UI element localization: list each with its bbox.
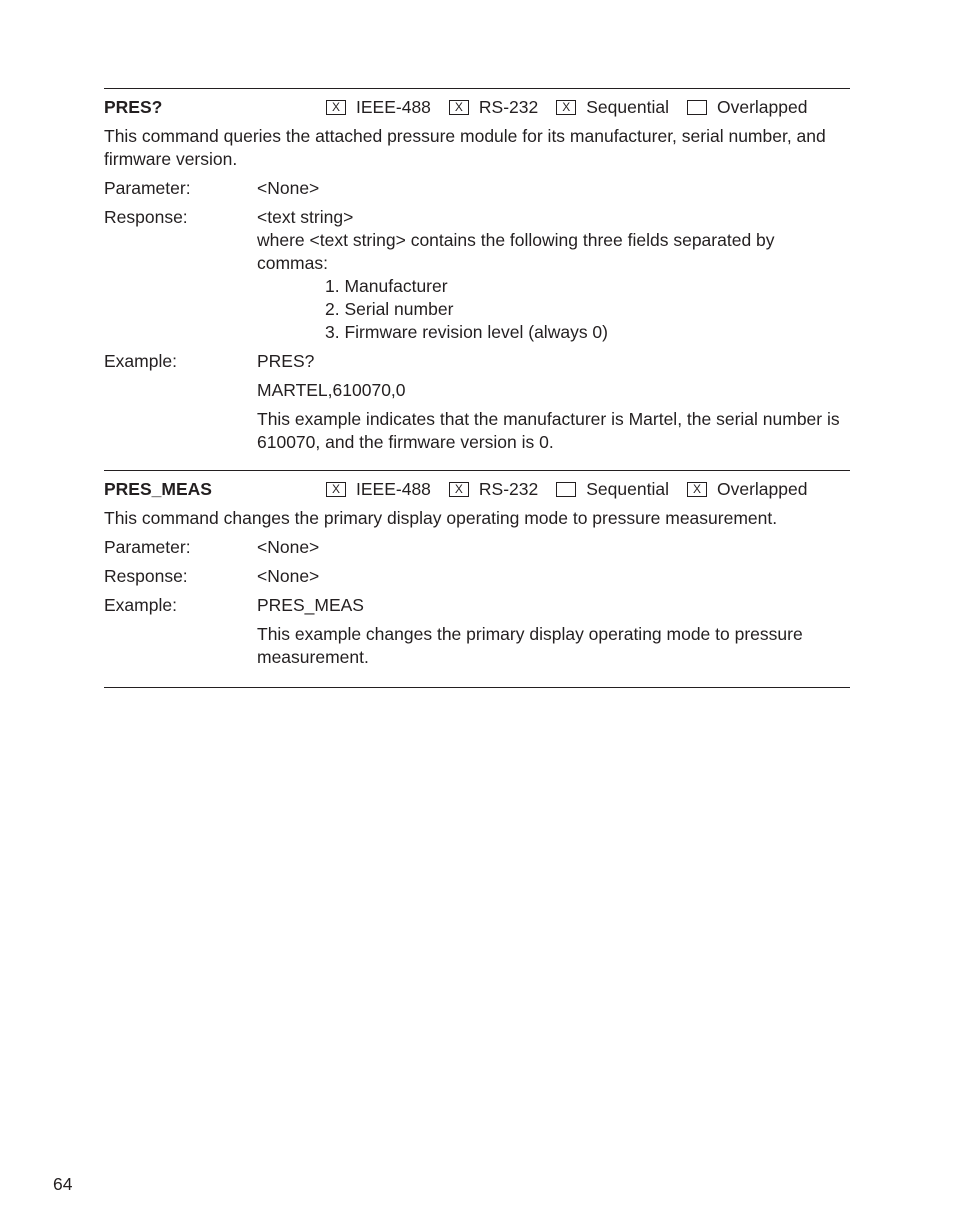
response-detail: where <text string> contains the following three fields separated by commas: bbox=[257, 230, 775, 273]
flag-ieee-488 bbox=[326, 478, 431, 501]
manual-page-content bbox=[104, 88, 850, 688]
command-description: This command changes the primary display operating mode to pressure measurement. bbox=[104, 508, 778, 528]
parameter-row bbox=[104, 177, 850, 200]
command-section-pres bbox=[104, 88, 850, 470]
example-row bbox=[104, 350, 850, 373]
parameter-row bbox=[104, 536, 850, 559]
checkbox-icon: X bbox=[326, 100, 346, 115]
command-header bbox=[104, 478, 850, 502]
interface-flags bbox=[326, 96, 807, 119]
flag-overlapped bbox=[687, 478, 807, 501]
checkbox-icon: X bbox=[556, 100, 576, 115]
response-label: Response: bbox=[104, 207, 188, 227]
example-note: This example indicates that the manufacturer is Martel, the serial number is 610070, and the firmware version is 0. bbox=[257, 409, 840, 452]
flag-label: RS-232 bbox=[478, 479, 539, 499]
checkbox-icon bbox=[687, 100, 707, 115]
response-value: <None> bbox=[257, 566, 320, 586]
example-response: MARTEL,610070,0 bbox=[257, 380, 406, 400]
example-label: Example: bbox=[104, 595, 177, 615]
parameter-value: <None> bbox=[257, 537, 320, 557]
response-item: 3. Firmware revision level (always 0) bbox=[325, 322, 608, 342]
flag-rs-232 bbox=[449, 96, 538, 119]
flag-ieee-488 bbox=[326, 96, 431, 119]
response-block bbox=[257, 206, 850, 344]
example-command: PRES_MEAS bbox=[257, 595, 364, 615]
example-label: Example: bbox=[104, 351, 177, 371]
flag-label: IEEE-488 bbox=[356, 479, 431, 499]
parameter-label: Parameter: bbox=[104, 178, 191, 198]
checkbox-icon bbox=[556, 482, 576, 497]
flag-overlapped bbox=[687, 96, 807, 119]
checkbox-icon: X bbox=[687, 482, 707, 497]
interface-flags bbox=[326, 478, 807, 501]
command-name: PRES_MEAS bbox=[104, 479, 212, 499]
command-section-pres-meas bbox=[104, 470, 850, 688]
flag-label: Overlapped bbox=[716, 479, 808, 499]
response-row bbox=[104, 206, 850, 344]
flag-sequential bbox=[556, 96, 669, 119]
page-number: 64 bbox=[53, 1174, 73, 1194]
flag-label: Sequential bbox=[586, 97, 669, 117]
flag-label: Overlapped bbox=[716, 97, 808, 117]
example-command: PRES? bbox=[257, 351, 315, 371]
flag-label: IEEE-488 bbox=[356, 97, 431, 117]
flag-label: Sequential bbox=[586, 479, 669, 499]
checkbox-icon: X bbox=[326, 482, 346, 497]
command-description: This command queries the attached pressure module for its manufacturer, serial number, and firmware version. bbox=[104, 126, 826, 169]
flag-label: RS-232 bbox=[478, 97, 539, 117]
command-header bbox=[104, 96, 850, 120]
flag-sequential bbox=[556, 478, 669, 501]
parameter-label: Parameter: bbox=[104, 537, 191, 557]
response-row bbox=[104, 565, 850, 588]
response-label: Response: bbox=[104, 566, 188, 586]
example-row bbox=[104, 594, 850, 617]
example-note: This example changes the primary display operating mode to pressure measurement. bbox=[257, 624, 803, 667]
parameter-value: <None> bbox=[257, 178, 320, 198]
checkbox-icon: X bbox=[449, 100, 469, 115]
command-name: PRES? bbox=[104, 97, 163, 117]
response-item: 1. Manufacturer bbox=[325, 276, 448, 296]
response-item: 2. Serial number bbox=[325, 299, 454, 319]
flag-rs-232 bbox=[449, 478, 538, 501]
response-value: <text string> bbox=[257, 207, 354, 227]
checkbox-icon: X bbox=[449, 482, 469, 497]
